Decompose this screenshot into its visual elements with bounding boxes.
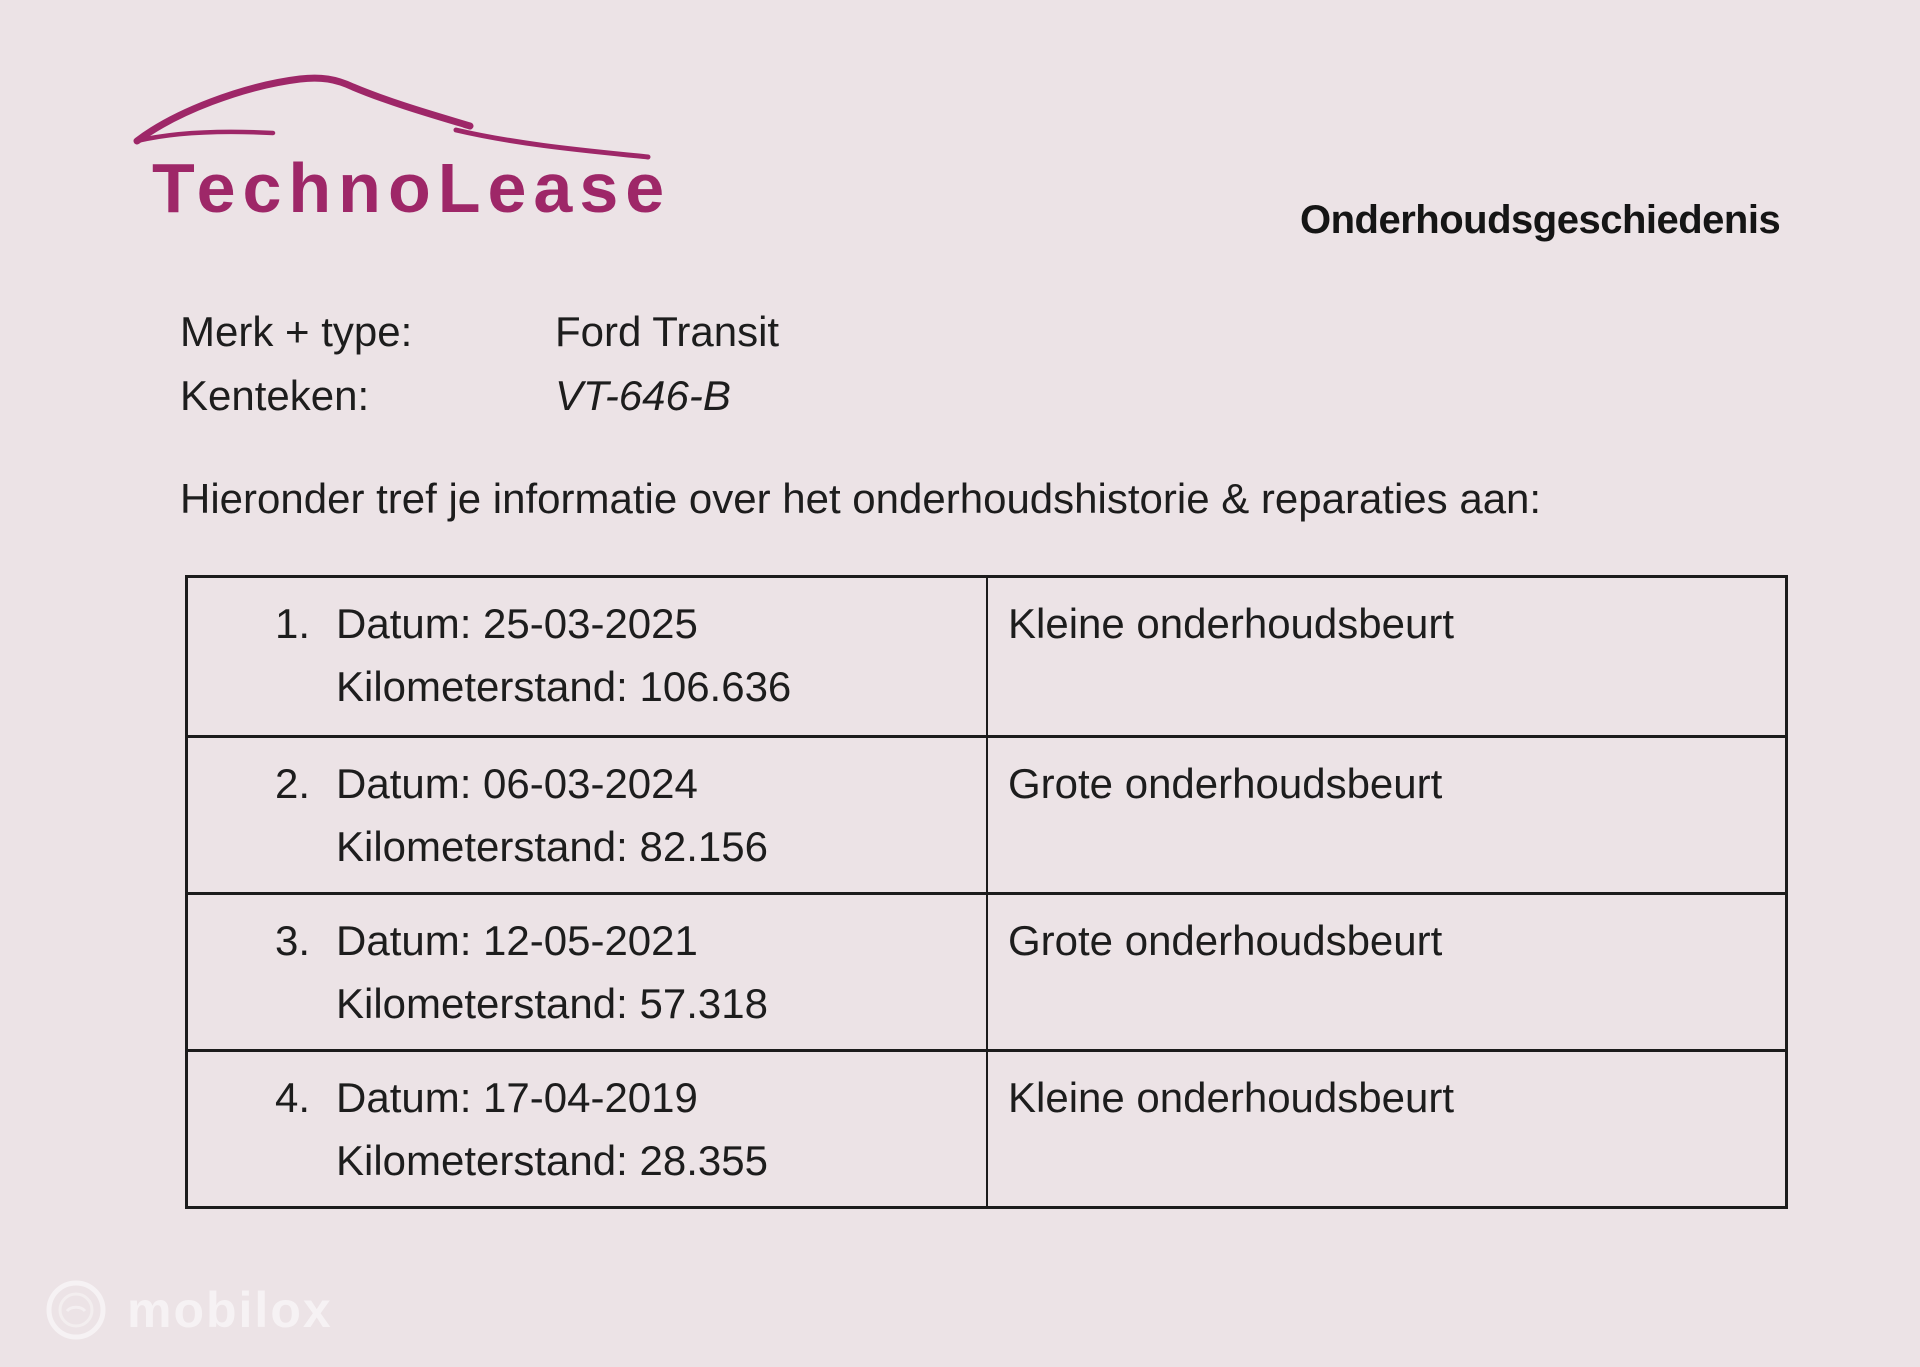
- plate-value: VT-646-B: [555, 372, 731, 419]
- plate-label: Kenteken:: [180, 372, 370, 419]
- brand-value: Ford Transit: [555, 308, 780, 355]
- table-row-4-entry: [188, 1049, 988, 1206]
- row-number: 1.: [275, 600, 311, 647]
- row-date: Datum: 25-03-2025: [336, 600, 698, 647]
- row-date: Datum: 06-03-2024: [336, 760, 698, 807]
- table-row-1-service: Kleine onderhoudsbeurt: [1008, 600, 1455, 647]
- mobilox-watermark: [45, 1278, 333, 1342]
- watermark-text: mobilox: [127, 1282, 333, 1338]
- brand-label: Merk + type:: [180, 308, 413, 355]
- row-number: 2.: [275, 760, 311, 807]
- row-number: 4.: [275, 1074, 311, 1121]
- table-row-3-service: Grote onderhoudsbeurt: [988, 892, 1785, 1049]
- table-row-3-entry: [188, 892, 988, 1049]
- row-odometer: Kilometerstand: 28.355: [336, 1137, 768, 1184]
- row-date: Datum: 17-04-2019: [336, 1074, 698, 1121]
- technolease-logo: [125, 60, 705, 225]
- page-title: Onderhoudsgeschiedenis: [1300, 198, 1781, 242]
- row-odometer: Kilometerstand: 57.318: [336, 980, 768, 1027]
- table-row-2-entry: [188, 735, 988, 892]
- row-number: 3.: [275, 917, 311, 964]
- intro-text: Hieronder tref je informatie over het onderhoudshistorie & reparaties aan:: [180, 475, 1542, 522]
- table-row-1-entry: [188, 578, 988, 735]
- table-row-2-service: Grote onderhoudsbeurt: [988, 735, 1785, 892]
- table-row-4-service: Kleine onderhoudsbeurt: [988, 1049, 1785, 1206]
- vehicle-info: [180, 300, 779, 428]
- row-odometer: Kilometerstand: 106.636: [336, 663, 792, 710]
- mobilox-circle-icon: [45, 1279, 107, 1341]
- logo-wordmark: TechnoLease: [152, 149, 672, 227]
- row-date: Datum: 12-05-2021: [336, 917, 698, 964]
- maintenance-history-table: [185, 575, 1788, 1209]
- row-odometer: Kilometerstand: 82.156: [336, 823, 768, 870]
